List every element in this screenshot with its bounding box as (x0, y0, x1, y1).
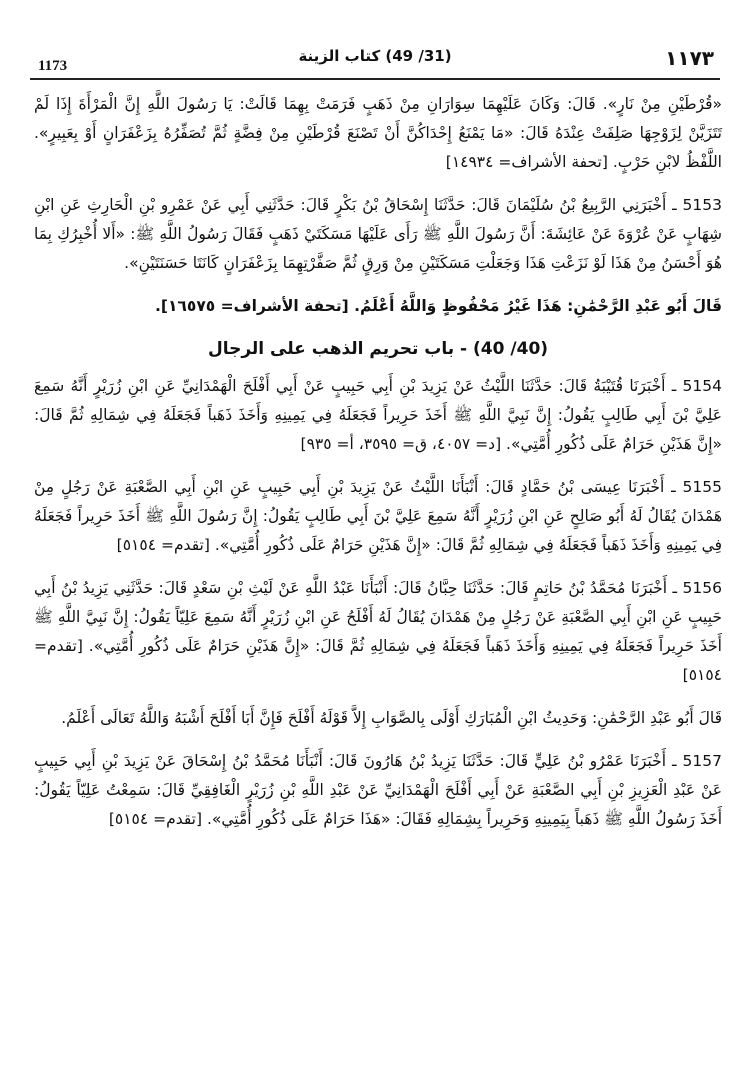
text-paragraph: «قُرْطَيْنِ مِنْ نَارٍ». قَالَ: وَكَانَ عَلَيْهِمَا سِوَارَانِ مِنْ ذَهَبٍ فَرَمَتْ بِهِمَا قَالَتْ: يَا رَسُولَ اللَّهِ إِنَّ الْمَرْأَةَ إِذَا لَمْ تَتَزَيَّنْ لِزَوْجِهَا صَلِفَتْ عِنْدَهُ قَالَ: «مَا يَمْنَعُ إِحْدَاكُنَّ أَنْ تَصْنَعَ قُرْطَيْنِ مِنْ فِضَّةٍ ثُمَّ تُصَفِّرُهُ بِزَعْفَرَانٍ أَوْ بِعَبِيرٍ». اللَّفْظُ لابْنِ حَرْبٍ. [تحفة الأشراف= ١٤٩٣٤] (34, 95, 722, 171)
hadith-5154: 5154 ـ أَخْبَرَنَا قُتَيْبَةُ قَالَ: حَدَّثَنَا اللَّيْثُ عَنْ يَزِيدَ بْنِ أَبِي حَبِيبٍ عَنْ أَبِي أَفْلَحَ الْهَمْدَانِيِّ عَنِ ابْنِ زُرَيْرٍ أَنَّهُ سَمِعَ عَلِيَّ بْنَ أَبِي طَالِبٍ يَقُولُ: إِنَّ نَبِيَّ اللَّهِ ﷺ أَخَذَ حَرِيراً فَجَعَلَهُ فِي يَمِينِهِ وَأَخَذَ ذَهَباً فَجَعَلَهُ فِي شِمَالِهِ ثُمَّ قَالَ: «إِنَّ هَذَيْنِ حَرَامٌ عَلَى ذُكُورِ أُمَّتِي». [د= ٤٠٥٧، ق= ٣٥٩٥، أ= ٩٣٥] (34, 377, 722, 453)
hadith-5157: 5157 ـ أَخْبَرَنَا عَمْرُو بْنُ عَلِيٍّ قَالَ: حَدَّثَنَا يَزِيدُ بْنُ هَارُونَ قَالَ: أَنْبَأَنَا مُحَمَّدُ بْنُ إِسْحَاقَ عَنْ يَزِيدَ بْنِ أَبِي حَبِيبٍ عَنْ عَبْدِ الْعَزِيزِ بْنِ أَبِي الصَّعْبَةِ عَنْ أَبِي أَفْلَحَ الْهَمْدَانِيِّ عَنْ عَبْدِ اللَّهِ بْنِ زُرَيْرٍ الْغَافِقِيِّ قَالَ: سَمِعْتُ عَلِيّاً يَقُولُ: أَخَذَ رَسُولُ اللَّهِ ﷺ ذَهَباً بِيَمِينِهِ وَحَرِيراً بِشِمَالِهِ فَقَالَ: «هَذَا حَرَامٌ عَلَى ذُكُورِ أُمَّتِي». [تقدم= ٥١٥٤] (34, 752, 722, 828)
hadith-5156: 5156 ـ أَخْبَرَنَا مُحَمَّدُ بْنُ حَاتِمٍ قَالَ: حَدَّثَنَا حِبَّانُ قَالَ: أَنْبَأَنَا عَبْدُ اللَّهِ عَنْ لَيْثِ بْنِ سَعْدٍ قَالَ: حَدَّثَنِي يَزِيدُ بْنُ أَبِي حَبِيبٍ عَنِ ابْنِ أَبِي الصَّعْبَةِ عَنْ رَجُلٍ مِنْ هَمْدَانَ يُقَالُ لَهُ أَفْلَحُ عَنِ ابْنِ زُرَيْرٍ أَنَّهُ سَمِعَ عَلِيّاً يَقُولُ: إِنَّ نَبِيَّ اللَّهِ ﷺ أَخَذَ حَرِيراً فَجَعَلَهُ فِي يَمِينِهِ وَأَخَذَ ذَهَباً فَجَعَلَهُ فِي شِمَالِهِ ثُمَّ قَالَ: «إِنَّ هَذَيْنِ حَرَامٌ عَلَى ذُكُورِ أُمَّتِي». [تقدم= ٥١٥٤] (34, 579, 722, 684)
page-number-latin: 1173 (38, 58, 68, 74)
chapter-running-title: (31/ 49) كتاب الزينة (298, 47, 452, 65)
commentary-paragraph: قَالَ أَبُو عَبْدِ الرَّحْمَٰنِ: هَذَا غَيْرُ مَحْفُوظٍ وَاللَّهُ أَعْلَمُ. [تحفة الأشراف= ١٦٥٧٥]. (154, 297, 722, 315)
hadith-5153: 5153 ـ أَخْبَرَنِي الرَّبِيعُ بْنُ سُلَيْمَانَ قَالَ: حَدَّثَنَا إِسْحَاقُ بْنُ بَكْرٍ قَالَ: حَدَّثَنِي أَبِي عَنْ عَمْرِو بْنِ الْحَارِثِ عَنِ ابْنِ شِهَابٍ عَنْ عُرْوَةَ عَنْ عَائِشَةَ: أَنَّ رَسُولَ اللَّهِ ﷺ رَأَى عَلَيْهَا مَسَكَتَيْ ذَهَبٍ فَقَالَ رَسُولُ اللَّهِ ﷺ: «أَلا أُخْبِرُكِ بِمَا هُوَ أَحْسَنُ مِنْ هَذَا لَوْ نَزَعْتِ هَذَا وَجَعَلْتِ مَسَكَتَيْنِ مِنْ وَرِقٍ ثُمَّ صَفَّرْتِهِمَا بِزَعْفَرَانٍ كَانَتَا حَسَنَتَيْنِ». (34, 196, 722, 272)
header-rule (30, 78, 720, 80)
chapter-heading: (40/ 40) - باب تحريم الذهب على الرجال (207, 339, 549, 359)
page-number-arabic: ١١٧٣ (665, 46, 714, 70)
hadith-5155: 5155 ـ أَخْبَرَنَا عِيسَى بْنُ حَمَّادٍ قَالَ: أَنْبَأَنَا اللَّيْثُ عَنْ يَزِيدَ بْنِ أَبِي حَبِيبٍ عَنِ ابْنِ أَبِي الصَّعْبَةِ عَنْ رَجُلٍ مِنْ هَمْدَانَ يُقَالُ لَهُ أَبُو صَالِحٍ عَنِ ابْنِ زُرَيْرٍ أَنَّهُ سَمِعَ عَلِيَّ بْنَ أَبِي طَالِبٍ يَقُولُ: إِنَّ رَسُولَ اللَّهِ ﷺ أَخَذَ حَرِيراً فَجَعَلَهُ فِي يَمِينِهِ وَأَخَذَ ذَهَباً فَجَعَلَهُ فِي شِمَالِهِ ثُمَّ قَالَ: «إِنَّ هَذَيْنِ حَرَامٌ عَلَى ذُكُورِ أُمَّتِي». [تقدم= ٥١٥٤] (34, 478, 722, 554)
page-header (30, 44, 720, 78)
commentary-paragraph: قَالَ أَبُو عَبْدِ الرَّحْمَٰنِ: وَحَدِيثُ ابْنِ الْمُبَارَكِ أَوْلَى بِالصَّوَابِ إِلاَّ قَوْلَهُ أَفْلَحَ فَإِنَّ أَبَا أَفْلَحَ أَشْبَهُ وَاللَّهُ تَعَالَى أَعْلَمُ. (61, 709, 722, 727)
page-body (34, 90, 722, 848)
